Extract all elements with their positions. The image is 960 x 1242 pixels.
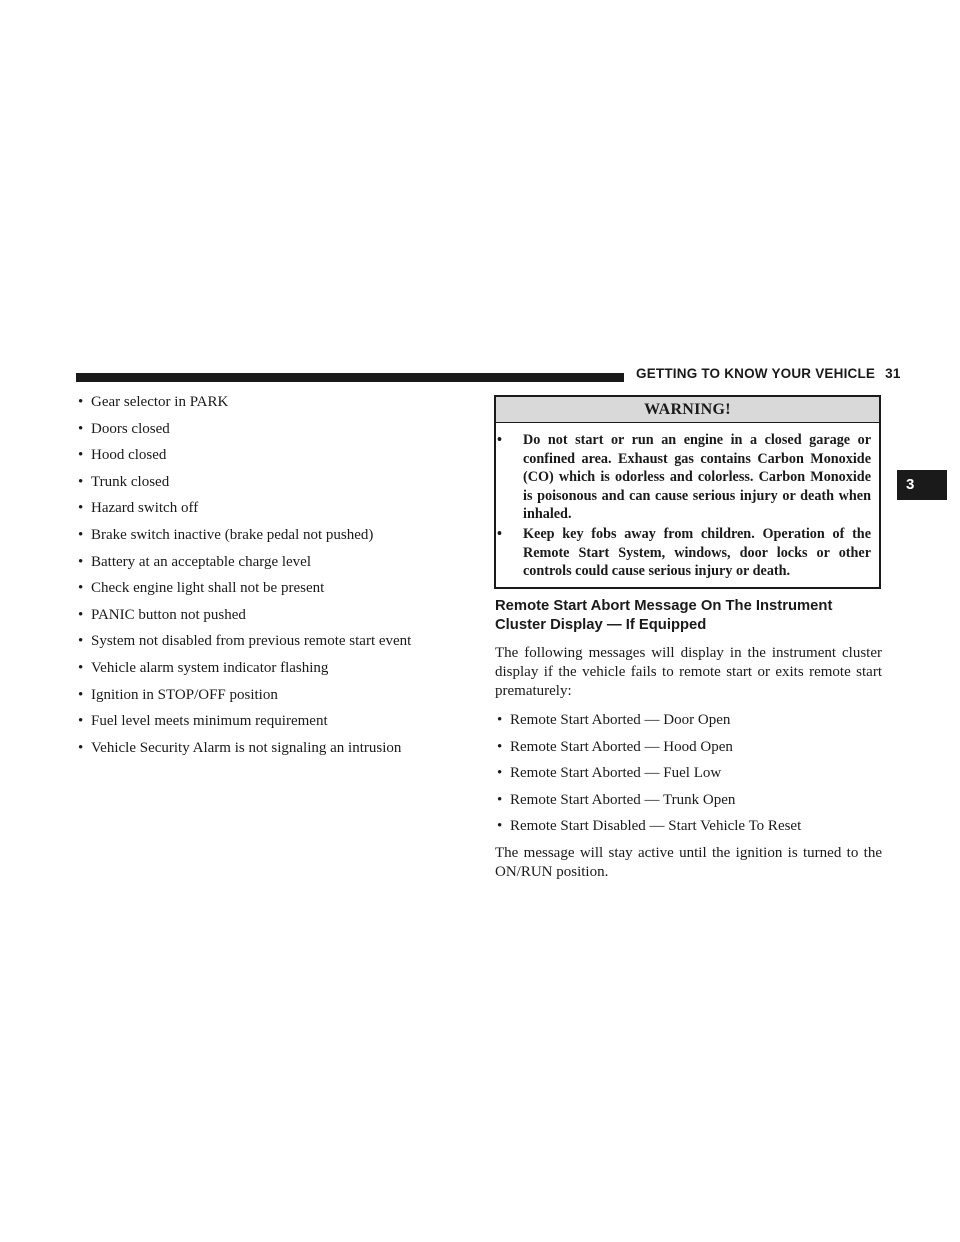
bullet-icon: •: [78, 420, 84, 437]
warning-list: [496, 423, 879, 581]
running-header: [636, 366, 901, 381]
list-item: • Brake switch inactive (brake pedal not pushed): [78, 526, 374, 543]
bullet-icon: •: [497, 765, 503, 782]
list-item: • Vehicle alarm system indicator flashing: [78, 659, 329, 676]
bullet-icon: •: [497, 712, 503, 728]
list-item: • Fuel level meets minimum requirement: [78, 713, 328, 730]
intro-paragraph: The following messages will display in the instrument cluster display if the vehicle fails to remote start or exits remote start prematurely:: [495, 645, 882, 699]
header-title: GETTING TO KNOW YOUR VEHICLE: [636, 366, 876, 381]
bullet-icon: •: [78, 659, 84, 676]
list-item: • Remote Start Disabled — Start Vehicle To Reset: [497, 818, 802, 835]
list-item: • System not disabled from previous remote start event: [78, 633, 412, 650]
list-item: • Hood closed: [78, 447, 167, 464]
bullet-icon: •: [78, 713, 84, 730]
list-item: • Vehicle Security Alarm is not signaling an intrusion: [78, 739, 402, 756]
right-column: [495, 597, 882, 891]
list-item: • Check engine light shall not be present: [78, 580, 325, 597]
bullet-icon: •: [78, 633, 84, 650]
list-item: • Gear selector in PARK: [78, 394, 229, 410]
bullet-icon: •: [78, 580, 84, 597]
abort-messages-list: [495, 710, 882, 836]
left-column: [78, 392, 458, 764]
chapter-tab: 3: [897, 470, 947, 500]
remote-start-conditions-list: [78, 392, 458, 758]
list-item: • Trunk closed: [78, 473, 170, 490]
closing-paragraph: The message will stay active until the ignition is turned to the ON/RUN position.: [495, 845, 882, 881]
bullet-icon: •: [78, 394, 84, 410]
section-heading: Remote Start Abort Message On The Instrument Cluster Display — If Equipped: [495, 598, 833, 633]
warning-item: • Do not start or run an engine in a closed garage or confined area. Exhaust gas contains Carbon Monoxide (CO) which is odorless and colorless. Carbon Monoxide is poisonous and can cause serious injury or death when inhaled.: [497, 432, 871, 523]
list-item: • Remote Start Aborted — Hood Open: [497, 738, 733, 755]
warning-box: [494, 395, 881, 589]
warning-item: • Keep key fobs away from children. Operation of the Remote Start System, windows, door locks or other controls could cause serious injury or death.: [497, 525, 871, 580]
bullet-icon: •: [497, 525, 502, 542]
bullet-icon: •: [78, 739, 84, 756]
bullet-icon: •: [78, 606, 84, 623]
bullet-icon: •: [78, 526, 84, 543]
list-item: • PANIC button not pushed: [78, 606, 246, 623]
bullet-icon: •: [78, 553, 84, 570]
bullet-icon: •: [497, 791, 503, 808]
header-rule: [76, 373, 624, 382]
bullet-icon: •: [497, 818, 503, 835]
page-number: 31: [885, 366, 901, 381]
list-item: • Remote Start Aborted — Fuel Low: [497, 765, 722, 782]
list-item: • Remote Start Aborted — Door Open: [497, 712, 731, 728]
warning-title: WARNING!: [496, 397, 879, 423]
bullet-icon: •: [497, 738, 503, 755]
list-item: • Battery at an acceptable charge level: [78, 553, 312, 570]
list-item: • Hazard switch off: [78, 500, 199, 517]
bullet-icon: •: [497, 432, 502, 448]
bullet-icon: •: [78, 686, 84, 703]
list-item: • Doors closed: [78, 420, 170, 437]
bullet-icon: •: [78, 447, 84, 464]
bullet-icon: •: [78, 473, 84, 490]
list-item: • Ignition in STOP/OFF position: [78, 686, 278, 703]
list-item: • Remote Start Aborted — Trunk Open: [497, 791, 736, 808]
bullet-icon: •: [78, 500, 84, 517]
